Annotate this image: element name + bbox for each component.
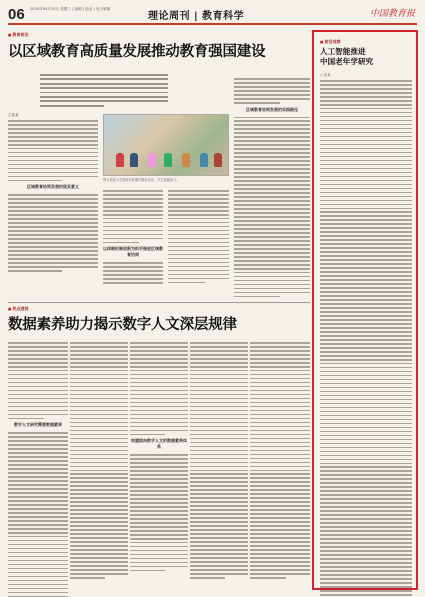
article2-column-5 bbox=[250, 342, 310, 581]
photo-caption: 图为某地小学教师开展课后服务活动，学生积极参与。 bbox=[103, 178, 180, 182]
article-photo[interactable] bbox=[103, 114, 229, 176]
article-column-3 bbox=[168, 190, 229, 286]
sidebar-body-text bbox=[320, 80, 412, 597]
byline: 王某某 bbox=[8, 113, 19, 117]
masthead bbox=[8, 5, 417, 25]
article2-column-2 bbox=[70, 342, 128, 581]
highlighted-sidebar-article[interactable] bbox=[312, 30, 418, 590]
subhead: 以体制机制创新为抓手推进区域教育协同 bbox=[103, 246, 163, 258]
sidebar-title-line-2: 中国老年学研究 bbox=[320, 56, 374, 66]
article-tag: ■ 教育前沿 bbox=[8, 32, 29, 38]
subhead: 区域教育协同发展的实践路径 bbox=[246, 106, 298, 112]
article-column-1 bbox=[8, 120, 98, 274]
page-number: 06 bbox=[8, 6, 25, 23]
main-content bbox=[8, 30, 310, 590]
section-title: 理论周刊 | 教育科学 bbox=[148, 11, 245, 22]
article-column-2 bbox=[103, 190, 163, 286]
main-headline[interactable]: 以区域教育高质量发展推动教育强国建设 bbox=[8, 44, 266, 60]
section-divider bbox=[8, 302, 310, 303]
article-column-4 bbox=[234, 78, 310, 300]
subhead: 数字人文研究需要数据素养 bbox=[14, 422, 62, 428]
sidebar-title-line-1: 人工智能推进 bbox=[320, 47, 366, 56]
article2-column-3 bbox=[130, 342, 188, 574]
sidebar-title[interactable] bbox=[320, 47, 414, 66]
newspaper-logo: 中国教育报 bbox=[369, 9, 415, 19]
subhead: 区域教育协同发展的现实意义 bbox=[27, 184, 79, 190]
lead-paragraph bbox=[40, 74, 168, 110]
sidebar-tag: ■ 前沿观察 bbox=[320, 39, 341, 45]
secondary-headline[interactable]: 数据素养助力揭示数字人文深层规律 bbox=[8, 317, 237, 333]
page-meta: 2024年04月10日 星期三 | 编辑 | 电话 | 电子邮箱 bbox=[30, 7, 111, 11]
sidebar-author: □ 张某 bbox=[320, 73, 331, 77]
article2-column-1 bbox=[8, 342, 68, 597]
article-tag: ■ 热点透视 bbox=[8, 306, 29, 312]
subhead: 构建面向数字人文的数据素养体系 bbox=[131, 438, 187, 450]
article2-column-4 bbox=[190, 342, 248, 581]
